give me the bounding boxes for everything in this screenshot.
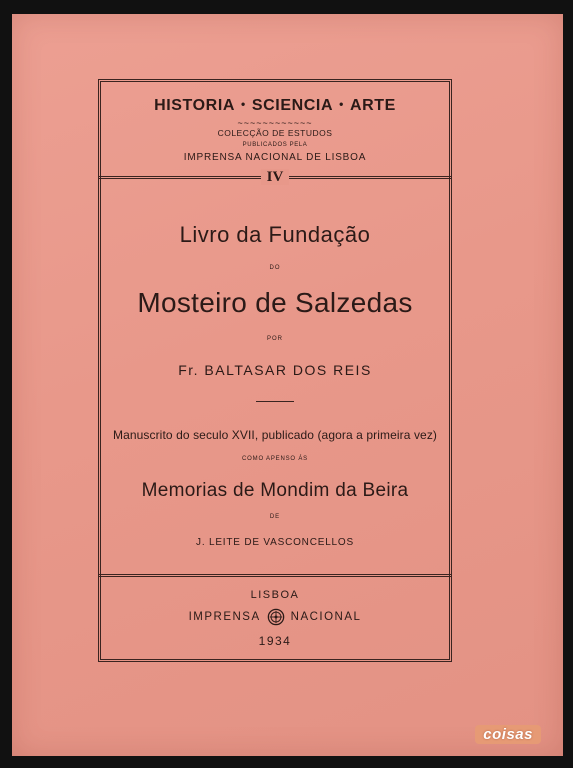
volume-number: [98, 169, 452, 186]
imprint-press: [98, 608, 452, 626]
collection-label: COLECÇÃO DE ESTUDOS: [217, 128, 333, 138]
ornament-line: ~~~~~~~~~~~~: [237, 118, 313, 128]
imprint-city: LISBOA: [250, 589, 300, 601]
author-name: Fr. BALTASAR DOS REIS: [178, 362, 372, 378]
apenso-label: COMO APENSO ÁS: [242, 456, 308, 462]
title-line-1: Livro da Fundação: [179, 222, 371, 247]
companion-author: J. LEITE DE VASCONCELLOS: [196, 537, 354, 548]
volume-number-text: IV: [261, 169, 290, 185]
publisher-label: IMPRENSA NACIONAL DE LISBOA: [183, 152, 367, 163]
series-title: [98, 97, 452, 115]
series-title-part: SCIENCIA: [251, 97, 334, 114]
title-line-2: Mosteiro de Salzedas: [137, 287, 413, 318]
description-line: Manuscrito do seculo XVII, publicado (agora a primeira vez): [112, 428, 438, 442]
connector-do: DO: [269, 265, 281, 271]
watermark-logo: coisas: [475, 725, 541, 744]
series-title-part: HISTORIA: [154, 97, 236, 114]
published-by-label: PUBLICADOS PELA: [242, 142, 308, 148]
imprint-press-left: IMPRENSA: [188, 611, 261, 623]
imprint-press-right: NACIONAL: [290, 611, 362, 623]
press-emblem-icon: [267, 608, 285, 626]
companion-title: Memorias de Mondim da Beira: [141, 480, 409, 501]
imprint-divider: [98, 574, 452, 577]
connector-de: DE: [269, 514, 281, 520]
series-separator: •: [339, 97, 344, 111]
series-separator: •: [241, 97, 246, 111]
imprint-year: 1934: [258, 634, 292, 648]
short-rule: [256, 401, 294, 402]
series-title-part: ARTE: [349, 97, 396, 114]
connector-por: POR: [266, 336, 283, 342]
